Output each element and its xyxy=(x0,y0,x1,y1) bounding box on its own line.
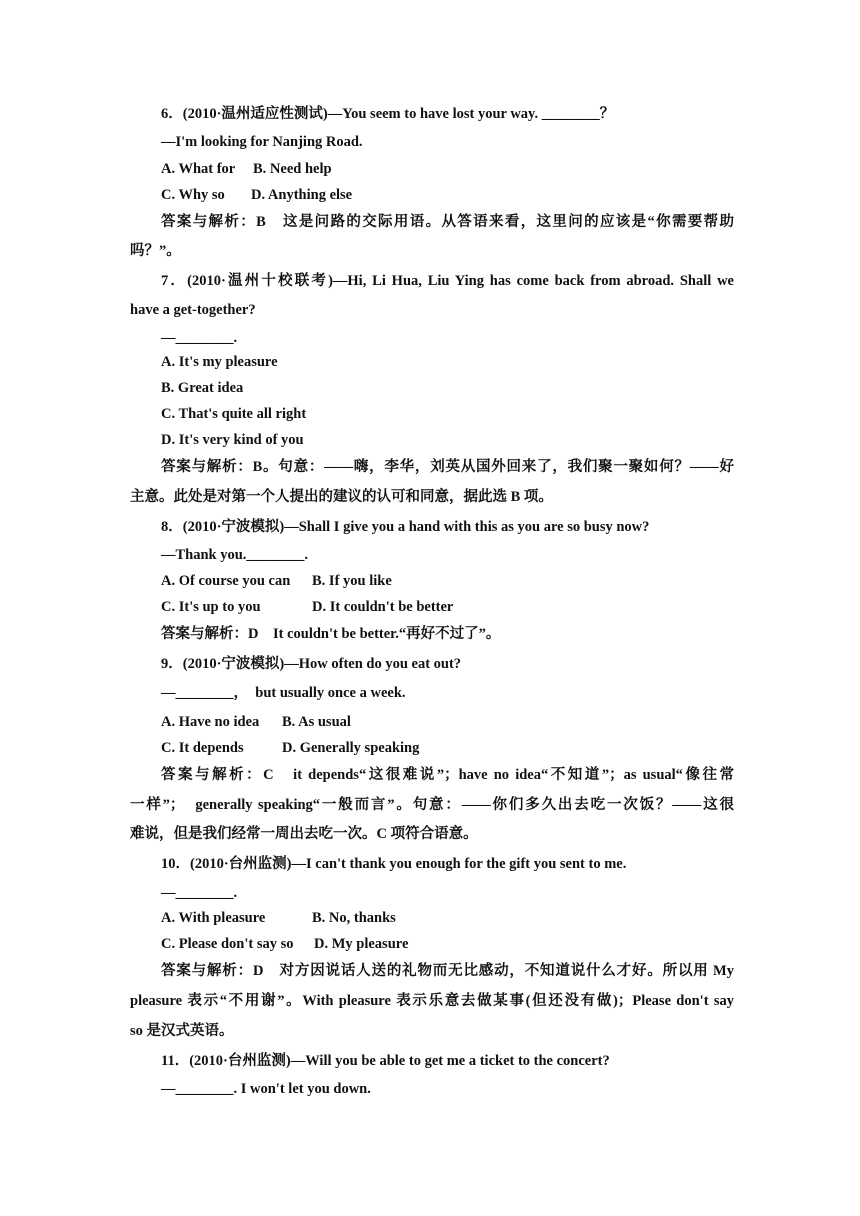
q7-option-c: C. That's quite all right xyxy=(161,406,307,422)
q7-option-a: A. It's my pleasure xyxy=(161,354,278,370)
q7-reply: —________. xyxy=(161,330,238,346)
q7-answer-line-1: 答案与解析：B。句意：——嗨，李华，刘英从国外回来了，我们聚一聚如何？——好 xyxy=(161,459,734,475)
q10-answer-line-1: 答案与解析：D 对方因说话人送的礼物而无比感动，不知道说什么才好。所以用 My xyxy=(161,963,734,979)
q6-answer-line-1: 答案与解析：B 这是问路的交际用语。从答语来看，这里问的应该是“你需要帮助 xyxy=(161,214,734,230)
q9-option-c: C. It depends xyxy=(161,740,244,756)
q8-option-b: B. If you like xyxy=(312,573,392,589)
q10-option-d: D. My pleasure xyxy=(314,936,409,952)
q8-answer: 答案与解析：D It couldn't be better.“再好不过了”。 xyxy=(161,626,501,642)
q6-option-c: C. Why so xyxy=(161,187,225,203)
q8-options-row-2 xyxy=(161,597,734,617)
q9-options-row-1 xyxy=(161,712,734,732)
q6-option-b: B. Need help xyxy=(253,161,332,177)
q6-answer-line-2: 吗？”。 xyxy=(130,243,181,259)
q10-options-row-1 xyxy=(161,908,734,928)
q8-options-row-1 xyxy=(161,571,734,591)
q7-stem-line-1: 7．(2010·温州十校联考)—Hi, Li Hua, Liu Ying has come back from abroad. Shall we xyxy=(161,273,734,289)
q10-option-b: B. No, thanks xyxy=(312,910,396,926)
q6-options-row-1 xyxy=(161,159,734,179)
q8-option-c: C. It's up to you xyxy=(161,599,261,615)
q10-answer-line-2: pleasure 表示“不用谢”。With pleasure 表示乐意去做某事(但还没有做)；Please don't say xyxy=(130,993,734,1009)
q6-option-a: A. What for xyxy=(161,161,236,177)
q10-reply: —________. xyxy=(161,885,238,901)
q8-option-a: A. Of course you can xyxy=(161,573,291,589)
q9-option-a: A. Have no idea xyxy=(161,714,260,730)
q9-options-row-2 xyxy=(161,738,734,758)
q6-option-d: D. Anything else xyxy=(251,187,353,203)
q6-stem: 6．(2010·温州适应性测试)—You seem to have lost your way. ________？ xyxy=(161,106,615,122)
q10-options-row-2 xyxy=(161,934,734,954)
q6-options-row-2 xyxy=(161,185,734,205)
q7-option-d: D. It's very kind of you xyxy=(161,432,304,448)
q7-option-b: B. Great idea xyxy=(161,380,244,396)
q8-option-d: D. It couldn't be better xyxy=(312,599,454,615)
q7-answer-line-2: 主意。此处是对第一个人提出的建议的认可和同意，据此选 B 项。 xyxy=(130,489,553,505)
q11-stem: 11．(2010·台州监测)—Will you be able to get me a ticket to the concert? xyxy=(161,1053,610,1069)
q9-answer-line-1: 答案与解析：C it depends“这很难说”；have no idea“不知道”；as usual“像往常 xyxy=(161,767,734,783)
q8-reply: —Thank you.________. xyxy=(161,547,309,563)
q11-reply: —________. I won't let you down. xyxy=(161,1081,371,1097)
q10-stem: 10．(2010·台州监测)—I can't thank you enough for the gift you sent to me. xyxy=(161,856,627,872)
q10-option-a: A. With pleasure xyxy=(161,910,266,926)
q10-option-c: C. Please don't say so xyxy=(161,936,294,952)
q6-reply: —I'm looking for Nanjing Road. xyxy=(161,134,363,150)
q9-stem: 9．(2010·宁波模拟)—How often do you eat out? xyxy=(161,656,462,672)
q8-stem: 8．(2010·宁波模拟)—Shall I give you a hand with this as you are so busy now? xyxy=(161,519,650,535)
q7-stem-line-2: have a get-together? xyxy=(130,302,256,318)
q10-answer-line-3: so 是汉式英语。 xyxy=(130,1023,234,1039)
q9-answer-line-3: 难说，但是我们经常一周出去吃一次。C 项符合语意。 xyxy=(130,826,478,842)
q9-answer-line-2: 一样”； generally speaking“一般而言”。句意：——你们多久出去吃一次饭？——这很 xyxy=(130,797,734,813)
q9-option-b: B. As usual xyxy=(282,714,351,730)
q9-reply: —________， but usually once a week. xyxy=(161,685,406,701)
q9-option-d: D. Generally speaking xyxy=(282,740,420,756)
